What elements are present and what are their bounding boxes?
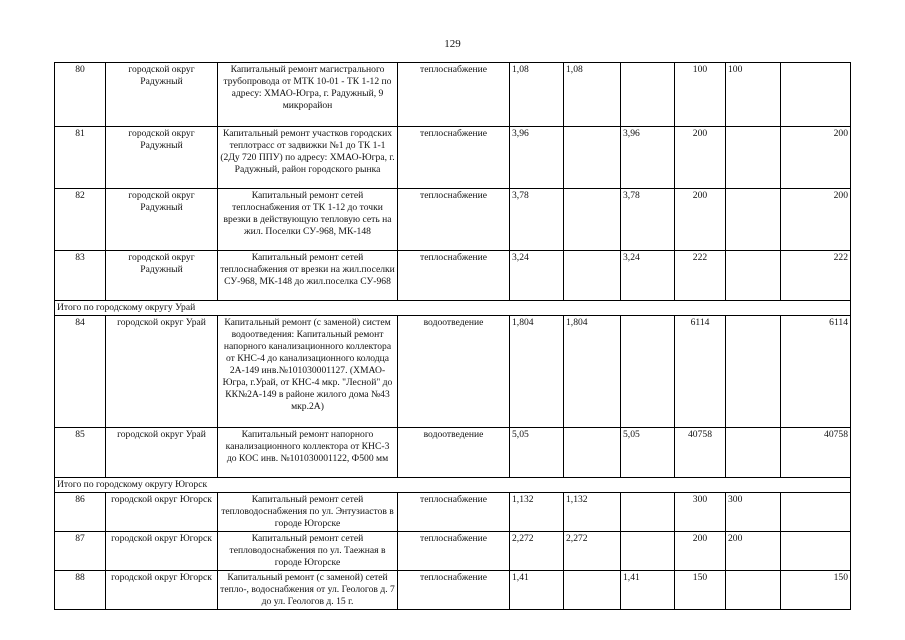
object-description-cell: Капитальный ремонт (с заменой) систем водоотведения: Капитальный ремонт напорного канализационного коллектора от КНС-4 до канализационного колодца 2А-149 инв.№101030001127. (ХМАО-Югра, г.Урай, от КНС-4 мкр. "Лесной" до КК№2А-149 в районе жилого дома №43 мкр.2А)	[218, 316, 398, 428]
row-number: 81	[55, 127, 106, 189]
length-part-2-cell	[621, 63, 675, 127]
cost-part-1-cell: 100	[726, 63, 781, 127]
object-description-cell: Капитальный ремонт участков городских теплотрасс от задвижки №1 до ТК 1-1 (2Ду 720 ППУ) по адресу: ХМАО-Югра, г. Радужный, район городского рынка	[218, 127, 398, 189]
object-description-cell: Капитальный ремонт магистрального трубопровода от МТК 10-01 - ТК 1-12 по адресу: ХМАО-Югра, г. Радужный, 9 микрорайон	[218, 63, 398, 127]
page-number: 129	[444, 38, 461, 50]
table-body	[55, 63, 851, 610]
table-row	[55, 251, 851, 301]
row-number: 80	[55, 63, 106, 127]
service-type-cell: теплоснабжение	[398, 493, 510, 532]
cost-part-1-cell	[726, 127, 781, 189]
length-part-2-cell: 5,05	[621, 428, 675, 478]
object-description-cell: Капитальный ремонт (с заменой) сетей тепло-, водоснабжения от ул. Геологов д. 7 до ул. Геологов д. 15 г.	[218, 571, 398, 610]
object-description-cell: Капитальный ремонт сетей теплоснабжения от врезки на жил.поселки СУ-968, МК-148 до жил.поселка СУ-968	[218, 251, 398, 301]
length-part-1-cell	[564, 571, 621, 610]
row-number: 83	[55, 251, 106, 301]
cost-part-1-cell	[726, 316, 781, 428]
length-part-2-cell	[621, 532, 675, 571]
cost-total-cell: 222	[675, 251, 726, 301]
service-type-cell: теплоснабжение	[398, 251, 510, 301]
length-total-cell: 3,78	[510, 189, 564, 251]
cost-part-1-cell	[726, 428, 781, 478]
cost-part-1-cell: 300	[726, 493, 781, 532]
municipality-cell: городской округ Урай	[106, 428, 218, 478]
group-subtotal-label: Итого по городскому округу Югорск	[55, 478, 851, 493]
table-row	[55, 316, 851, 428]
row-number: 82	[55, 189, 106, 251]
cost-part-2-cell	[781, 63, 851, 127]
cost-part-2-cell: 6114	[781, 316, 851, 428]
cost-part-2-cell	[781, 493, 851, 532]
cost-total-cell: 300	[675, 493, 726, 532]
length-total-cell: 3,96	[510, 127, 564, 189]
repair-program-table	[54, 62, 851, 610]
length-part-2-cell	[621, 493, 675, 532]
length-part-2-cell: 3,96	[621, 127, 675, 189]
cost-total-cell: 200	[675, 532, 726, 571]
service-type-cell: теплоснабжение	[398, 189, 510, 251]
cost-part-2-cell: 200	[781, 127, 851, 189]
cost-total-cell: 200	[675, 189, 726, 251]
table-row	[55, 571, 851, 610]
length-part-1-cell	[564, 251, 621, 301]
municipality-cell: городской округ Радужный	[106, 251, 218, 301]
municipality-cell: городской округ Югорск	[106, 571, 218, 610]
length-part-1-cell	[564, 189, 621, 251]
cost-part-2-cell: 200	[781, 189, 851, 251]
length-part-2-cell: 3,24	[621, 251, 675, 301]
municipality-cell: городской округ Радужный	[106, 127, 218, 189]
length-total-cell: 1,41	[510, 571, 564, 610]
group-subtotal-row	[55, 478, 851, 493]
cost-part-1-cell	[726, 251, 781, 301]
table-row	[55, 493, 851, 532]
service-type-cell: водоотведение	[398, 316, 510, 428]
cost-total-cell: 6114	[675, 316, 726, 428]
cost-part-2-cell: 40758	[781, 428, 851, 478]
length-total-cell: 5,05	[510, 428, 564, 478]
service-type-cell: теплоснабжение	[398, 532, 510, 571]
group-subtotal-row	[55, 301, 851, 316]
table-row	[55, 189, 851, 251]
service-type-cell: водоотведение	[398, 428, 510, 478]
object-description-cell: Капитальный ремонт напорного канализационного коллектора от КНС-3 до КОС инв. №101030001122, Ф500 мм	[218, 428, 398, 478]
group-subtotal-label: Итого по городскому округу Урай	[55, 301, 851, 316]
cost-total-cell: 100	[675, 63, 726, 127]
municipality-cell: городской округ Югорск	[106, 532, 218, 571]
length-total-cell: 1,804	[510, 316, 564, 428]
length-part-1-cell: 2,272	[564, 532, 621, 571]
table-row	[55, 63, 851, 127]
length-part-1-cell: 1,08	[564, 63, 621, 127]
object-description-cell: Капитальный ремонт сетей тепловодоснабжения по ул. Таежная в городе Югорске	[218, 532, 398, 571]
length-total-cell: 2,272	[510, 532, 564, 571]
cost-part-2-cell: 150	[781, 571, 851, 610]
length-total-cell: 1,132	[510, 493, 564, 532]
municipality-cell: городской округ Радужный	[106, 63, 218, 127]
length-part-1-cell: 1,804	[564, 316, 621, 428]
object-description-cell: Капитальный ремонт сетей теплоснабжения от ТК 1-12 до точки врезки в действующую тепловую сеть на жил. Поселки СУ-968, МК-148	[218, 189, 398, 251]
row-number: 84	[55, 316, 106, 428]
row-number: 86	[55, 493, 106, 532]
row-number: 88	[55, 571, 106, 610]
cost-part-2-cell	[781, 532, 851, 571]
cost-part-2-cell: 222	[781, 251, 851, 301]
length-total-cell: 3,24	[510, 251, 564, 301]
cost-total-cell: 150	[675, 571, 726, 610]
length-part-2-cell	[621, 316, 675, 428]
length-part-1-cell	[564, 428, 621, 478]
table-row	[55, 428, 851, 478]
cost-total-cell: 40758	[675, 428, 726, 478]
object-description-cell: Капитальный ремонт сетей тепловодоснабжения по ул. Энтузиастов в городе Югорске	[218, 493, 398, 532]
service-type-cell: теплоснабжение	[398, 571, 510, 610]
municipality-cell: городской округ Радужный	[106, 189, 218, 251]
length-part-1-cell: 1,132	[564, 493, 621, 532]
length-part-1-cell	[564, 127, 621, 189]
length-part-2-cell: 3,78	[621, 189, 675, 251]
cost-part-1-cell: 200	[726, 532, 781, 571]
municipality-cell: городской округ Югорск	[106, 493, 218, 532]
service-type-cell: теплоснабжение	[398, 63, 510, 127]
row-number: 85	[55, 428, 106, 478]
municipality-cell: городской округ Урай	[106, 316, 218, 428]
service-type-cell: теплоснабжение	[398, 127, 510, 189]
table-row	[55, 127, 851, 189]
cost-total-cell: 200	[675, 127, 726, 189]
length-total-cell: 1,08	[510, 63, 564, 127]
table-row	[55, 532, 851, 571]
length-part-2-cell: 1,41	[621, 571, 675, 610]
cost-part-1-cell	[726, 571, 781, 610]
cost-part-1-cell	[726, 189, 781, 251]
row-number: 87	[55, 532, 106, 571]
